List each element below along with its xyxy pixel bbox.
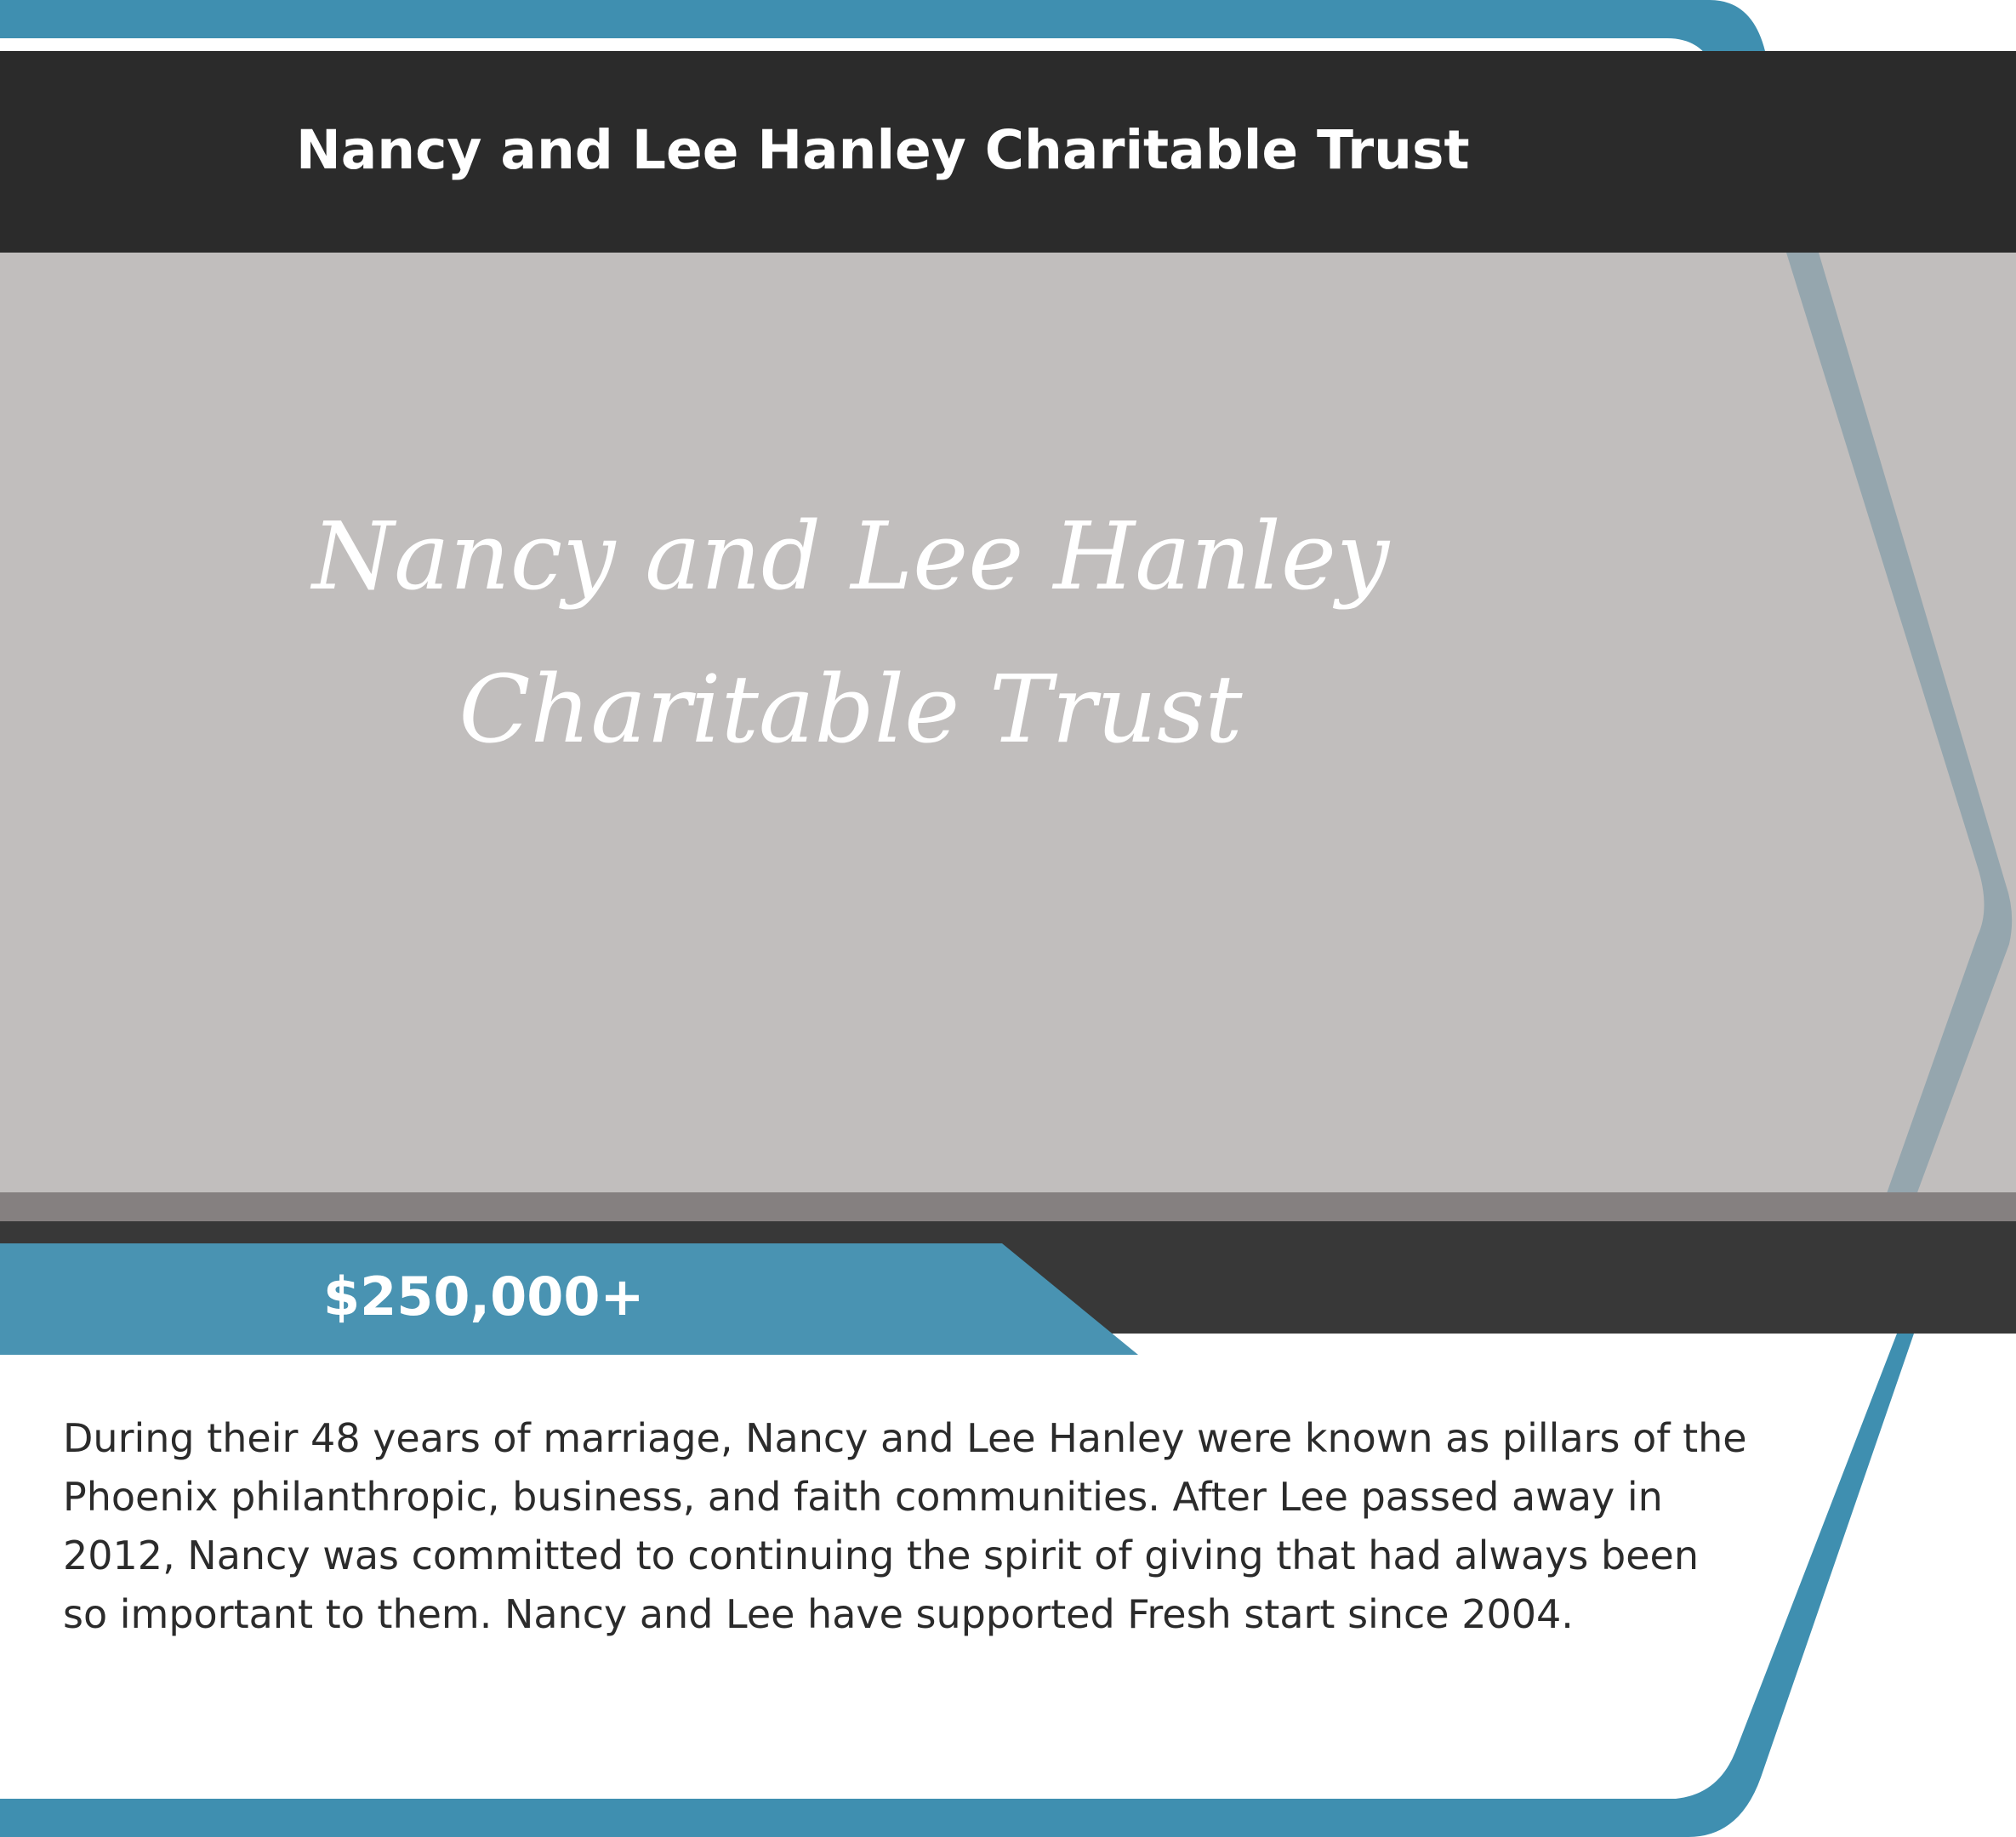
- logo-script-line-2: Charitable Trust: [458, 655, 1243, 764]
- header-title: Nancy and Lee Hanley Charitable Trust: [296, 119, 1470, 181]
- description-text: During their 48 years of marriage, Nancy and Lee Hanley were known as pillars of the Phoenix philanthropic, business, and faith communities. After Lee passed away in 2012, Nancy was committed to continuing the spirit of giving that had always been so important to them. Nancy and Lee have supported Fresh start since 2004.: [63, 1415, 1747, 1637]
- logo-script-line-1: Nancy and Lee Hanley: [311, 502, 1390, 611]
- donation-amount: $250,000+: [323, 1265, 645, 1328]
- hero-bottom-stripe: [0, 1192, 2016, 1221]
